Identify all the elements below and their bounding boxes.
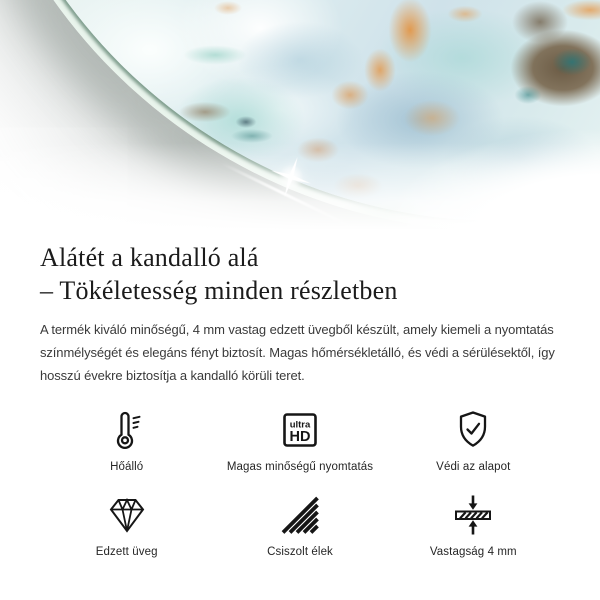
feature-print-quality [213, 408, 386, 473]
ultra-hd-icon [278, 408, 322, 452]
ultra-hd-badge-bottom: HD [289, 429, 311, 445]
feature-label: Védi az alapot [436, 461, 511, 473]
shield-check-icon [451, 408, 495, 452]
feature-label: Csiszolt élek [267, 546, 333, 558]
ultra-hd-badge-top: ultra [289, 419, 311, 431]
product-hero-image [0, 0, 600, 238]
thermometer-icon [105, 408, 149, 452]
feature-label: Edzett üveg [95, 546, 158, 558]
feature-label: Hőálló [110, 461, 144, 473]
feature-protects-base [387, 408, 560, 473]
feature-grid [40, 408, 560, 558]
product-description-section [0, 241, 600, 558]
polished-edges-icon [278, 493, 322, 537]
feature-heat-resistant [40, 408, 213, 473]
feature-polished-edges [213, 493, 386, 558]
product-description: A termék kiváló minőségű, 4 mm vastag edzett üvegből készült, amely kiemeli a nyomtatás színmélységét és elegáns fényt biztosít. Magas hőmérsékletálló, és védi a sérülésektől, így hosszú évekre biztosítja a kandalló körüli teret. [40, 322, 555, 383]
page-title-line2: – Tökéletesség minden részletben [40, 276, 398, 305]
page-title-line1: Alátét a kandalló alá [40, 243, 259, 272]
feature-tempered-glass [40, 493, 213, 558]
feature-label: Magas minőségű nyomtatás [226, 461, 374, 473]
feature-label: Vastagság 4 mm [429, 546, 517, 558]
thickness-icon [451, 493, 495, 537]
diamond-icon [105, 493, 149, 537]
feature-thickness [387, 493, 560, 558]
page-title [40, 241, 560, 307]
